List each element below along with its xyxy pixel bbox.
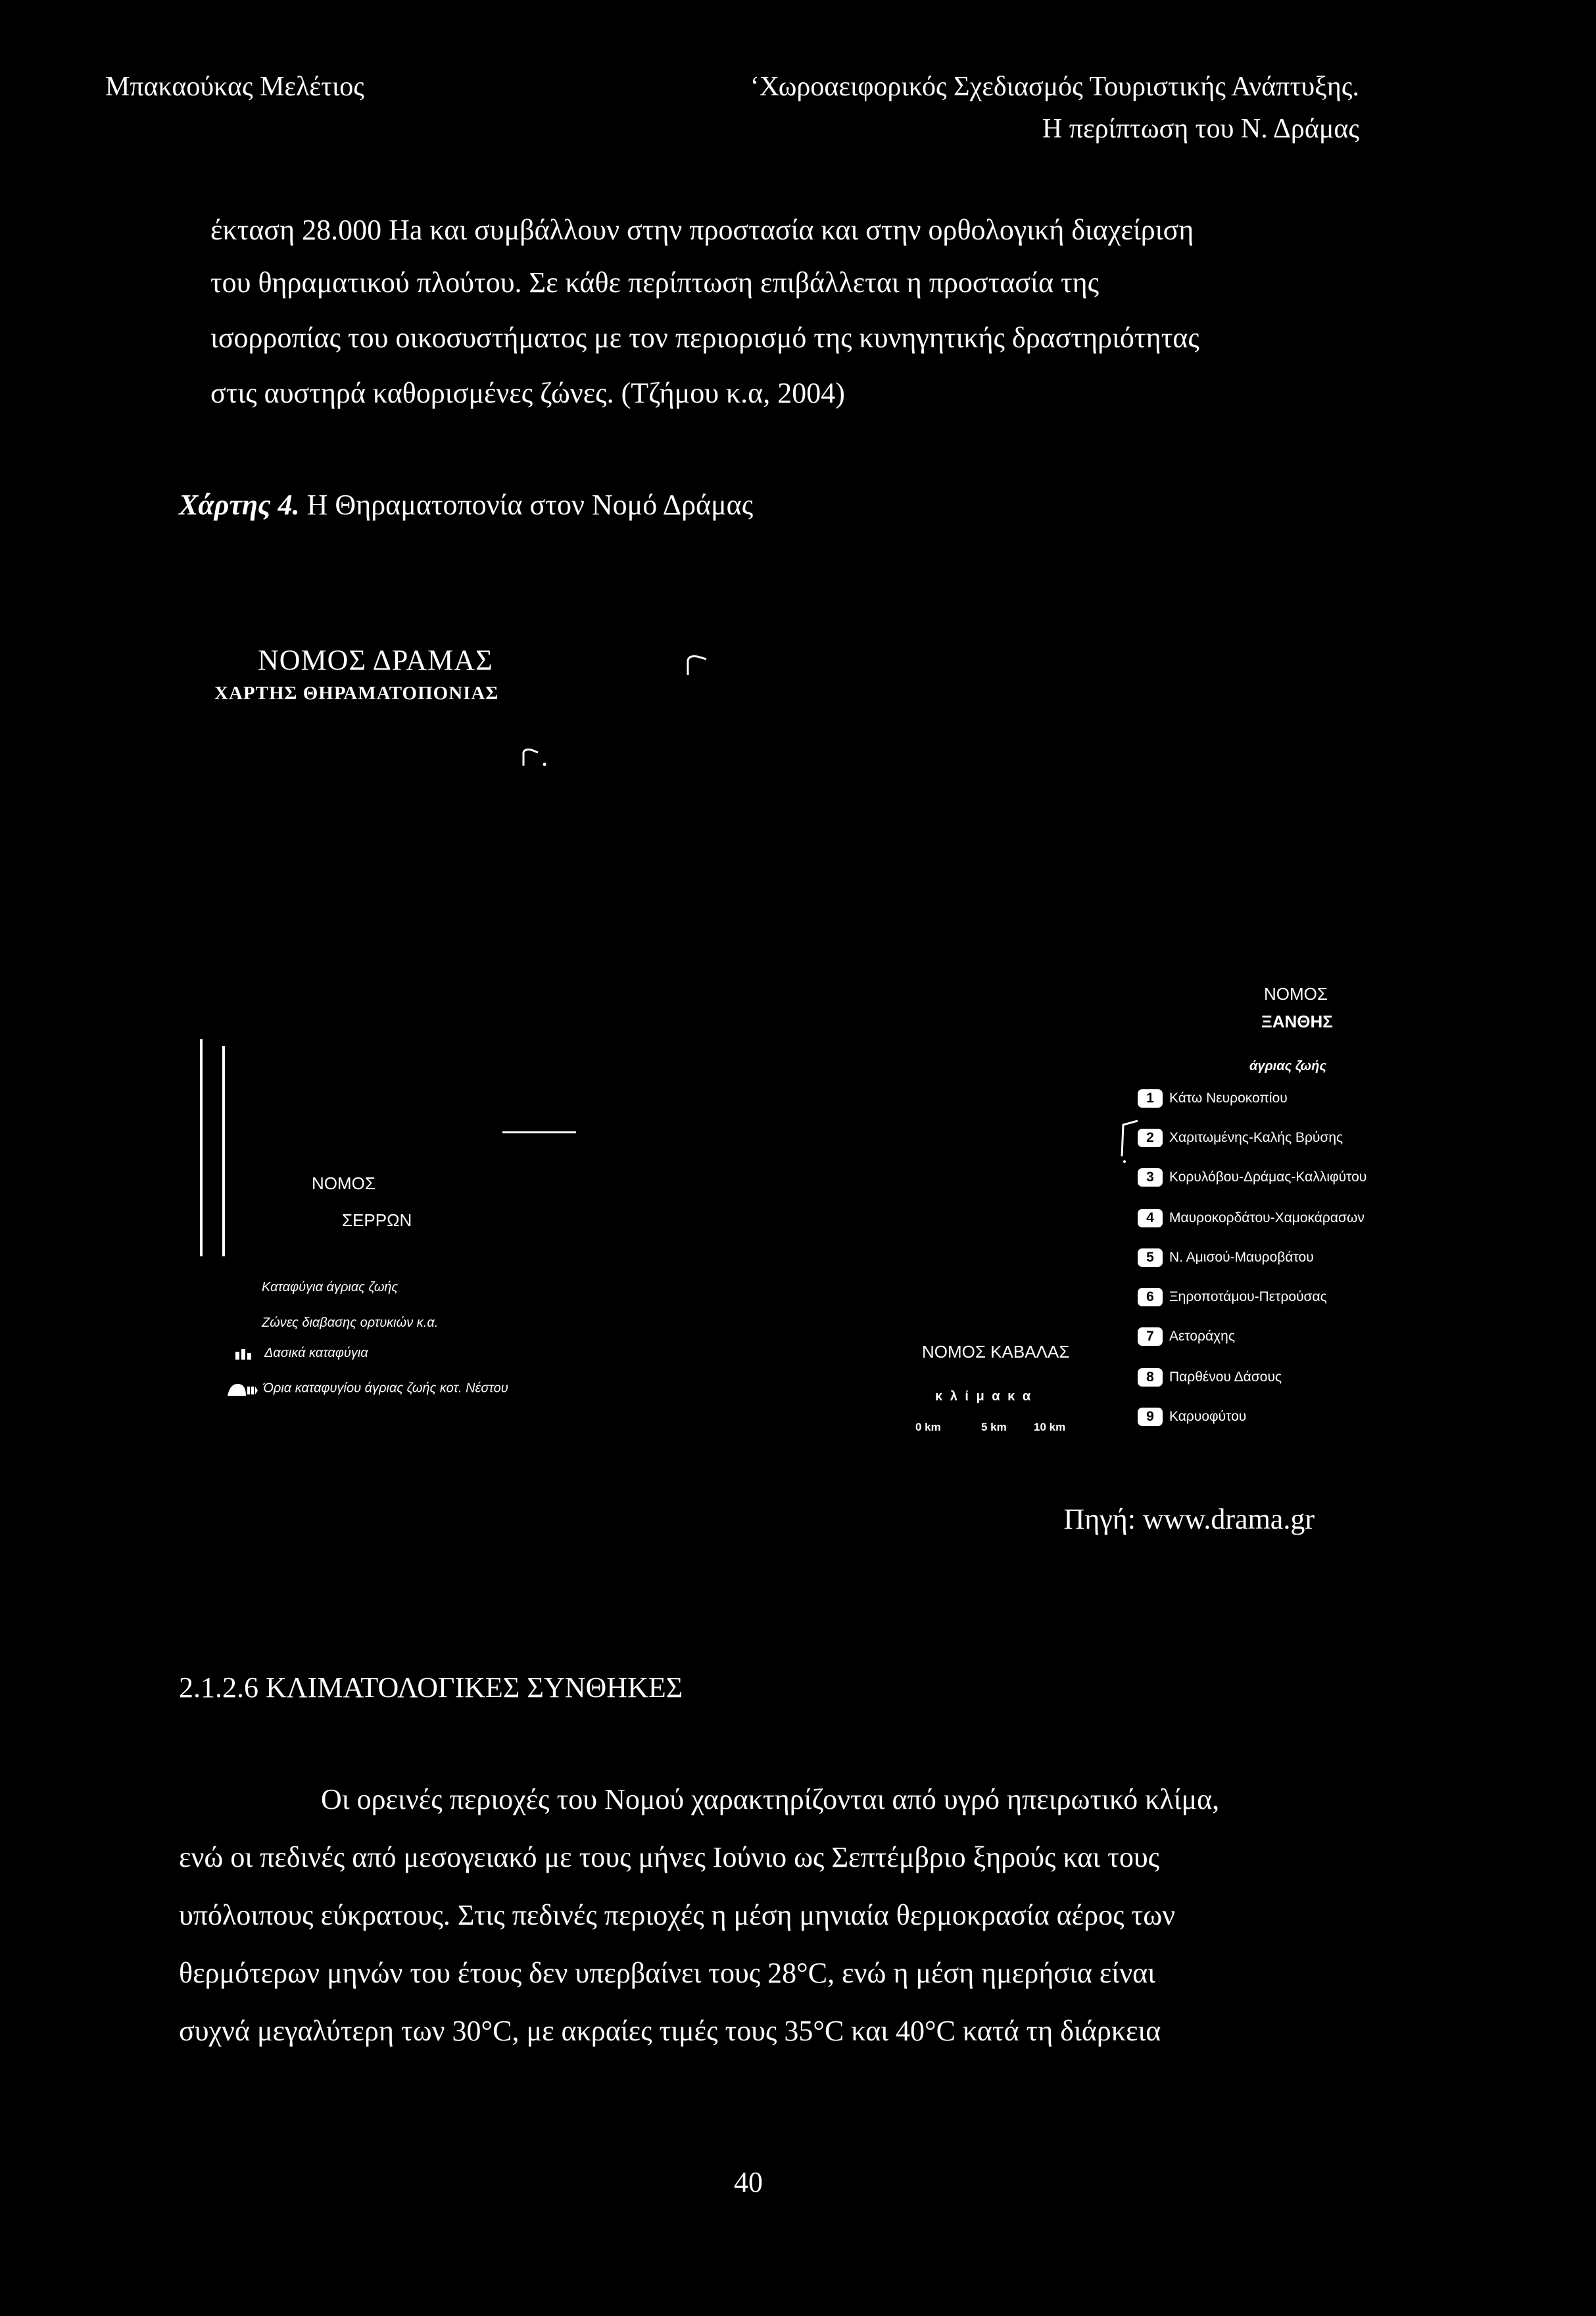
area-name: Καρυοφύτου (1169, 1409, 1247, 1424)
intro-line: του θηραματικού πλούτου. Σε κάθε περίπτωση επιβάλλεται η προστασία της (210, 266, 1100, 299)
serres-label-line2: ΣΕΡΡΩΝ (342, 1210, 412, 1230)
climate-line: συχνά μεγαλύτερη των 30°C, με ακραίες τιμές τους 35°C και 40°C κατά τη διάρκεια (179, 2015, 1161, 2047)
area-name: Κορυλόβου-Δράμας-Καλλιφύτου (1169, 1170, 1367, 1185)
climate-line: θερμότερων μηνών του έτους δεν υπερβαίνει τους 28°C, ενώ η μέση ημερήσια είναι (179, 1957, 1155, 1989)
area-number-badge: 4 (1138, 1209, 1163, 1227)
area-name: Ξηροποτάμου-Πετρούσας (1169, 1289, 1327, 1304)
map-source: Πηγή: www.drama.gr (1063, 1503, 1315, 1535)
area-number-badge: 3 (1138, 1168, 1163, 1187)
area-item (1138, 1129, 1343, 1147)
areas-heading: άγριας ζωής (1249, 1059, 1327, 1073)
scale-tick-10: 10 km (1034, 1421, 1066, 1433)
forest-refuge-icon (234, 1346, 253, 1361)
map-caption-text: Η Θηραματοπονία στον Νομό Δράμας (306, 489, 754, 521)
area-item (1138, 1368, 1282, 1387)
intro-line: στις αυστηρά καθορισμένες ζώνες. (Τζήμου κ.α, 2004) (210, 377, 845, 409)
area-name: Παρθένου Δάσους (1169, 1369, 1282, 1385)
header-author: Μπακαούκας Μελέτιος (105, 72, 364, 102)
climate-line: υπόλοιπους εύκρατους. Στις πεδινές περιοχές η μέση μηνιαία θερμοκρασία αέρος των (179, 1899, 1176, 1931)
area-number-badge: 2 (1138, 1129, 1163, 1147)
map-caption (179, 485, 753, 525)
header-title-line2: Η περίπτωση του Ν. Δράμας (1042, 114, 1359, 144)
map-mark (520, 743, 552, 770)
area-name: Αετοράχης (1169, 1329, 1235, 1344)
scale-label: κ λ ί μ α κ α (935, 1389, 1033, 1404)
kavala-label: ΝΟΜΟΣ ΚΑΒΑΛΑΣ (922, 1342, 1070, 1362)
area-number-badge: 8 (1138, 1368, 1163, 1387)
legend-nestos-boundary (226, 1380, 508, 1397)
serres-label-line1: ΝΟΜΟΣ (312, 1173, 375, 1193)
legend-nestos-boundary-label: Όρια καταφυγίου άγριας ζωής κοτ. Νέστου (263, 1381, 508, 1396)
area-item (1138, 1168, 1366, 1187)
map-boundary-line (222, 1046, 225, 1256)
climate-line: ενώ οι πεδινές από μεσογειακό με τους μήνες Ιούνιο ως Σεπτέμβριο ξηρούς και τους (179, 1841, 1160, 1873)
area-name: Μαυροκορδάτου-Χαμοκάρασων (1169, 1210, 1365, 1225)
area-number-badge: 9 (1138, 1408, 1163, 1426)
area-name: Χαριτωμένης-Καλής Βρύσης (1169, 1130, 1343, 1145)
area-item (1138, 1288, 1327, 1306)
page-number: 40 (734, 2166, 763, 2198)
legend-wildlife-refuges: Καταφύγια άγριας ζωής (262, 1280, 399, 1294)
intro-line: ισορροπίας του οικοσυστήματος με τον περιορισμό της κυνηγητικής δραστηριότητας (210, 322, 1199, 354)
legend-forest-refuges (234, 1346, 368, 1361)
area-number-badge: 1 (1138, 1089, 1163, 1108)
area-item (1138, 1209, 1365, 1227)
legend-quail-zones: Ζώνες διαβασης ορτυκιών κ.α. (262, 1316, 439, 1330)
xanthi-label-line1: ΝΟΜΟΣ (1264, 984, 1328, 1004)
map-mark (684, 651, 723, 678)
map-subtitle: ΧΑΡΤΗΣ ΘΗΡΑΜΑΤΟΠΟΝΙΑΣ (214, 683, 499, 704)
scale-tick-5: 5 km (981, 1421, 1007, 1433)
header-title-line1: ‘Χωροαειφορικός Σχεδιασμός Τουριστικής Ανάπτυξης. (750, 72, 1359, 102)
boundary-icon (226, 1380, 258, 1397)
legend-forest-refuges-label: Δασικά καταφύγια (264, 1346, 368, 1360)
scale-tick-0: 0 km (915, 1421, 941, 1433)
section-heading: 2.1.2.6 ΚΛΙΜΑΤΟΛΟΓΙΚΕΣ ΣΥΝΘΗΚΕΣ (179, 1671, 683, 1704)
area-item (1138, 1408, 1246, 1426)
area-item (1138, 1248, 1314, 1267)
climate-line: Οι ορεινές περιοχές του Νομού χαρακτηρίζονται από υγρό ηπειρωτικό κλίμα, (321, 1783, 1220, 1815)
area-item (1138, 1327, 1235, 1346)
xanthi-label-line2: ΞΑΝΘΗΣ (1261, 1012, 1333, 1031)
area-name: Κάτω Νευροκοπίου (1169, 1091, 1288, 1106)
area-number-badge: 6 (1138, 1288, 1163, 1306)
area-name: Ν. Αμισού-Μαυροβάτου (1169, 1250, 1314, 1265)
area-item (1138, 1089, 1288, 1108)
map-boundary-line (502, 1131, 576, 1133)
map-caption-label: Χάρτης 4. (179, 489, 300, 521)
area-number-badge: 5 (1138, 1248, 1163, 1267)
area-number-badge: 7 (1138, 1327, 1163, 1346)
map-boundary-line (200, 1039, 203, 1256)
intro-line: έκταση 28.000 Ha και συμβάλλουν στην προστασία και στην ορθολογική διαχείριση (210, 214, 1194, 246)
map-title: ΝΟΜΟΣ ΔΡΑΜΑΣ (258, 644, 493, 676)
scale-bar (915, 1421, 1086, 1441)
